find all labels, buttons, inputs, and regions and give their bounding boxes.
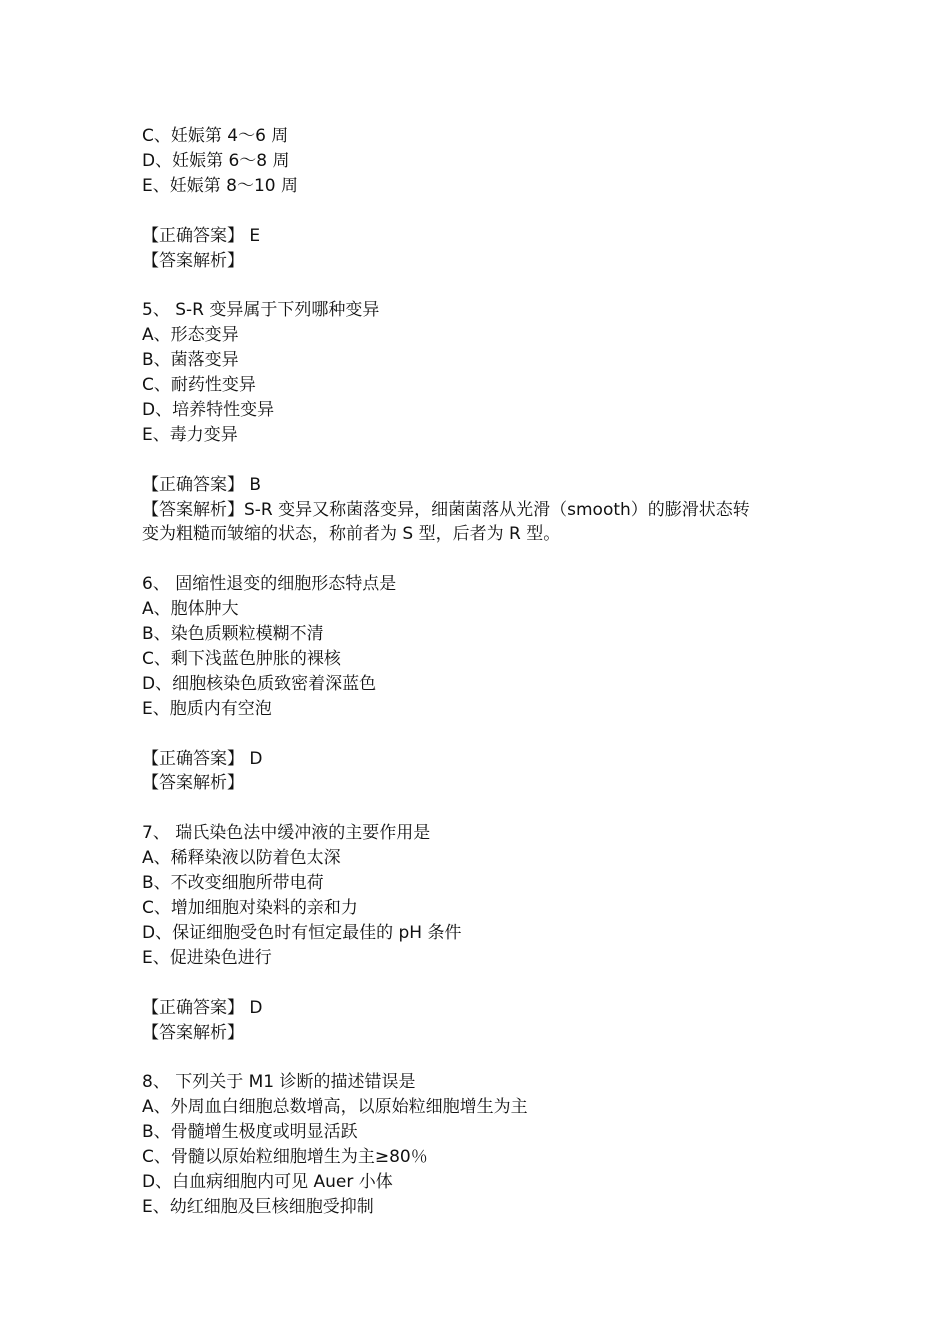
correct-answer: 【正确答案】 E (142, 225, 261, 246)
option-d: D、白血病细胞内可见 Auer 小体 (142, 1171, 393, 1192)
option-c: C、增加细胞对染料的亲和力 (142, 898, 358, 918)
option-d: D、细胞核染色质致密着深蓝色 (142, 673, 377, 694)
option-a: A、形态变异 (142, 325, 239, 346)
answer-analysis: 【答案解析】 (142, 1022, 244, 1043)
question-stem: 7、 瑞氏染色法中缓冲液的主要作用是 (142, 823, 431, 844)
analysis-label: 【答案解析】 (142, 499, 244, 520)
option-d: D、培养特性变异 (142, 399, 275, 420)
correct-answer: 【正确答案】 B (142, 474, 262, 495)
option-e: E、胞质内有空泡 (142, 698, 272, 719)
question-stem: 8、 下列关于 M1 诊断的描述错误是 (142, 1072, 416, 1093)
analysis-text: S-R 变异又称菌落变异，细菌菌落从光滑（smooth）的膨滑状态转 (244, 499, 750, 520)
correct-answer: 【正确答案】 D (142, 748, 263, 769)
answer-analysis: 【答案解析】 (142, 250, 244, 271)
option-a: A、胞体肿大 (142, 599, 239, 620)
option-e: E、毒力变异 (142, 424, 238, 445)
question-7 (142, 821, 822, 1045)
option-d: D、保证细胞受色时有恒定最佳的 pH 条件 (142, 922, 462, 943)
question-5 (142, 298, 822, 547)
answer-analysis (142, 498, 822, 523)
question-6 (142, 572, 822, 796)
option-e: E、妊娠第 8～10 周 (142, 175, 298, 196)
answer-analysis: 【答案解析】 (142, 773, 244, 794)
question-partial (142, 124, 822, 273)
option-c: C、妊娠第 4～6 周 (142, 126, 289, 146)
correct-answer: 【正确答案】 D (142, 997, 263, 1018)
option-c: C、耐药性变异 (142, 375, 256, 396)
option-b: B、染色质颗粒模糊不清 (142, 624, 324, 645)
option-a: A、外周血白细胞总数增高，以原始粒细胞增生为主 (142, 1097, 528, 1118)
option-e: E、幼红细胞及巨核细胞受抑制 (142, 1196, 374, 1217)
option-a: A、稀释染液以防着色太深 (142, 848, 341, 869)
option-b: B、骨髓增生极度或明显活跃 (142, 1122, 358, 1143)
question-8 (142, 1070, 822, 1219)
document-page (142, 124, 822, 1220)
option-e: E、促进染色进行 (142, 947, 272, 968)
option-b: B、不改变细胞所带电荷 (142, 873, 324, 894)
option-c: C、骨髓以原始粒细胞增生为主≥80％ (142, 1147, 428, 1168)
question-stem: 6、 固缩性退变的细胞形态特点是 (142, 574, 397, 595)
option-b: B、菌落变异 (142, 350, 239, 371)
option-c: C、剩下浅蓝色肿胀的裸核 (142, 648, 341, 669)
option-d: D、妊娠第 6～8 周 (142, 150, 290, 171)
question-stem: 5、 S-R 变异属于下列哪种变异 (142, 300, 380, 321)
analysis-text-continued: 变为粗糙而皱缩的状态，称前者为 S 型，后者为 R 型。 (142, 524, 561, 545)
